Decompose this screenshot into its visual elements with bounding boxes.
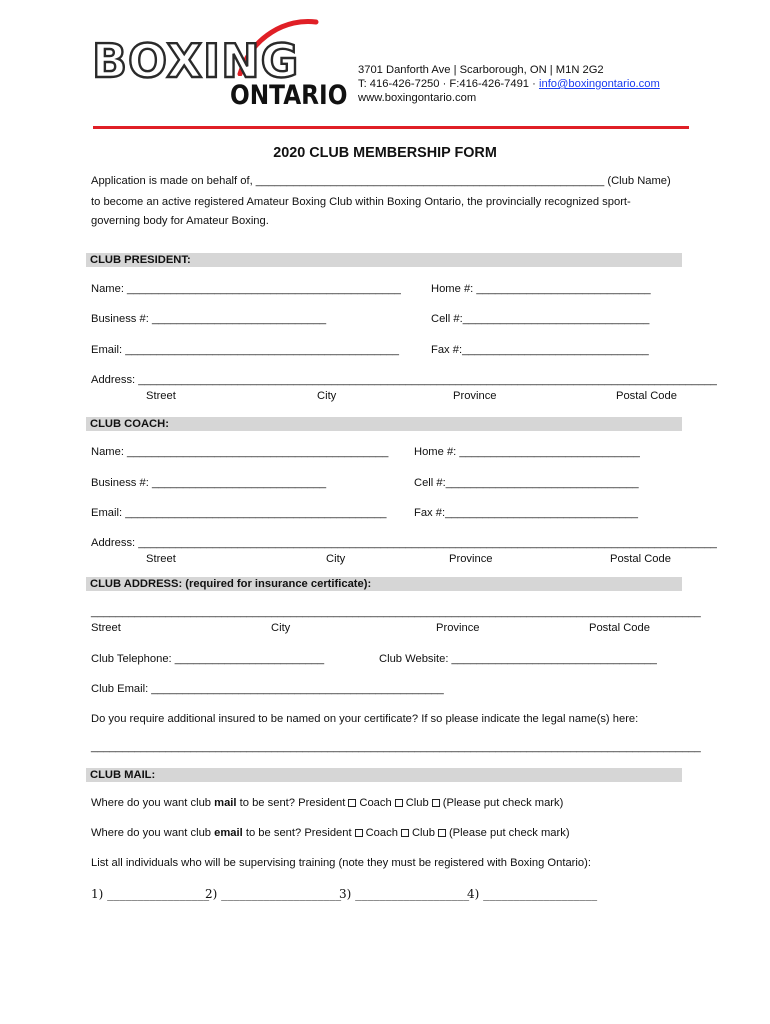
president-header-label: CLUB PRESIDENT: (90, 254, 191, 266)
coach-email-field[interactable]: Email: __________________________________________ (91, 507, 387, 519)
email-q-bold: email (214, 827, 243, 839)
coach-city-label: City (326, 553, 346, 565)
club-mail-header-label: CLUB MAIL: (90, 769, 156, 781)
intro-line-3: governing body for Amateur Boxing. (91, 215, 269, 227)
contact-phone-line (358, 77, 660, 91)
email-q-president: to be sent? President (242, 827, 352, 839)
mail-q-bold: mail (214, 797, 237, 809)
mail-q-coach: Coach (359, 797, 392, 809)
coach-street-label: Street (146, 553, 176, 565)
supervisor-entry-4[interactable]: 4) ___________________ (467, 887, 598, 901)
president-province-label: Province (453, 390, 497, 402)
contact-website[interactable]: www.boxingontario.com (358, 92, 477, 104)
club-website-field[interactable]: Club Website: _________________________________ (379, 653, 657, 665)
email-q-club: Club (411, 827, 435, 839)
page-title: 2020 CLUB MEMBERSHIP FORM (273, 145, 497, 161)
club-address-section-header (86, 577, 682, 591)
mail-q-club: Club (405, 797, 429, 809)
club-telephone-field[interactable]: Club Telephone: ________________________ (91, 653, 325, 665)
coach-fax-field[interactable]: Fax #:_______________________________ (414, 507, 638, 519)
logo-word-boxing: BOXING (92, 34, 300, 88)
intro-line-1: Application is made on behalf of, ________________________________________________________ (Club Name) (91, 175, 671, 187)
club-postal-label: Postal Code (589, 622, 650, 634)
club-city-label: City (271, 622, 291, 634)
supervisors-question: List all individuals who will be supervising training (note they must be registered with Boxing Ontario): (91, 857, 591, 869)
president-street-label: Street (146, 390, 176, 402)
email-club-checkbox[interactable] (438, 829, 446, 837)
mail-coach-checkbox[interactable] (395, 799, 403, 807)
supervisor-entry-3[interactable]: 3) ___________________ (339, 887, 470, 901)
club-mail-section-header (86, 768, 682, 782)
contact-address: 3701 Danforth Ave | Scarborough, ON | M1N 2G2 (358, 64, 604, 76)
mail-president-checkbox[interactable] (348, 799, 356, 807)
president-address-field[interactable]: Address: _____________________________________________________________________________________________ (91, 374, 717, 386)
club-street-label: Street (91, 622, 121, 634)
club-email-field[interactable]: Club Email: _______________________________________________ (91, 683, 444, 695)
president-cell-field[interactable]: Cell #:______________________________ (431, 313, 650, 325)
president-fax-field[interactable]: Fax #:______________________________ (431, 344, 649, 356)
mail-q-prefix: Where do you want club (91, 797, 215, 809)
president-city-label: City (317, 390, 337, 402)
club-province-label: Province (436, 622, 480, 634)
logo-word-ontario: ONTARIO (230, 80, 348, 111)
coach-header-label: CLUB COACH: (90, 418, 169, 430)
email-q-coach: Coach (365, 827, 398, 839)
coach-province-label: Province (449, 553, 493, 565)
email-destination-question (91, 827, 570, 839)
additional-insured-line[interactable]: __________________________________________________________________________________________________ (91, 741, 701, 753)
president-email-field[interactable]: Email: ____________________________________________ (91, 344, 399, 356)
mail-destination-question (91, 797, 563, 809)
email-q-prefix: Where do you want club (91, 827, 215, 839)
contact-phone-fax: T: 416-426-7250 · F:416-426-7491 · (358, 78, 539, 90)
boxing-ontario-logo (92, 16, 348, 116)
president-name-field[interactable]: Name: ____________________________________________ (91, 283, 401, 295)
email-coach-checkbox[interactable] (401, 829, 409, 837)
supervisor-entry-1[interactable]: 1) _________________ (91, 887, 210, 901)
club-address-header-label: CLUB ADDRESS: (required for insurance certificate): (90, 578, 372, 590)
mail-q-tail: (Please put check mark) (442, 797, 564, 809)
intro-line-2: to become an active registered Amateur Boxing Club within Boxing Ontario, the provincially recognized sport- (91, 196, 631, 208)
president-section-header (86, 253, 682, 267)
coach-business-field[interactable]: Business #: ____________________________ (91, 477, 327, 489)
email-q-tail: (Please put check mark) (448, 827, 570, 839)
president-home-field[interactable]: Home #: ____________________________ (431, 283, 651, 295)
header-divider (93, 126, 689, 129)
coach-name-field[interactable]: Name: __________________________________________ (91, 446, 389, 458)
email-president-checkbox[interactable] (355, 829, 363, 837)
club-address-line[interactable]: __________________________________________________________________________________________________ (91, 606, 701, 618)
coach-postal-label: Postal Code (610, 553, 671, 565)
additional-insured-question: Do you require additional insured to be named on your certificate? If so please indicate the legal name(s) here: (91, 713, 639, 725)
coach-cell-field[interactable]: Cell #:_______________________________ (414, 477, 639, 489)
coach-section-header (86, 417, 682, 431)
contact-email-link[interactable]: info@boxingontario.com (538, 78, 660, 90)
president-business-field[interactable]: Business #: ____________________________ (91, 313, 327, 325)
president-postal-label: Postal Code (616, 390, 677, 402)
contact-block (358, 63, 660, 105)
mail-club-checkbox[interactable] (432, 799, 440, 807)
coach-home-field[interactable]: Home #: _____________________________ (414, 446, 640, 458)
coach-address-field[interactable]: Address: _____________________________________________________________________________________________ (91, 537, 717, 549)
mail-q-president: to be sent? President (236, 797, 346, 809)
supervisor-entry-2[interactable]: 2) ____________________ (205, 887, 342, 901)
